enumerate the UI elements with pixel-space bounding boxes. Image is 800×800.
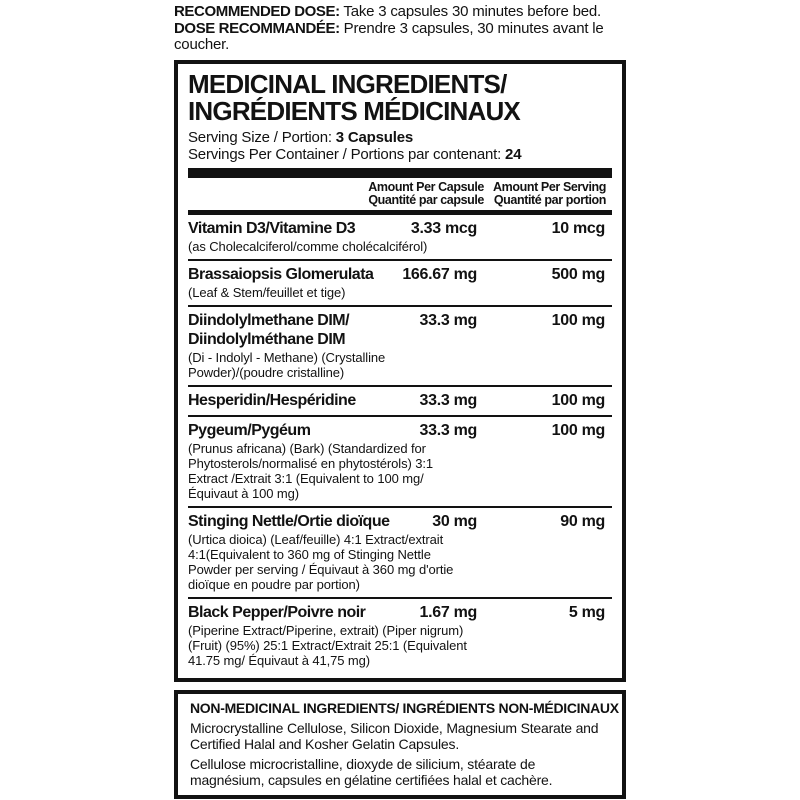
dose-label-en: RECOMMENDED DOSE:	[174, 3, 340, 20]
amount-per-serving: 90 mg	[560, 512, 605, 530]
servings-per-container-value: 24	[505, 145, 522, 163]
panel-title	[188, 68, 612, 126]
servings-per-container-label: Servings Per Container / Portions par contenant:	[188, 145, 506, 163]
amount-per-serving: 100 mg	[551, 391, 605, 409]
ingredient-detail: (Prunus africana) (Bark) (Standardized for Phytosterols/normalisé en phytostérols) 3:1 Extract /Extrait 3:1 (Equivalent to 100 mg/Équivaut à 100 mg)	[188, 440, 433, 501]
ingredients-rows	[188, 215, 612, 673]
ingredient-row	[188, 599, 612, 673]
serving-size-value: 3 Capsules	[335, 128, 413, 146]
ingredient-detail: (as Cholecalciferol/comme cholécalciférol)	[188, 238, 428, 254]
non-medicinal-title: NON-MEDICINAL INGREDIENTS/ INGRÉDIENTS NON-MÉDICINAUX	[190, 699, 619, 716]
column-header-per-capsule-en: Amount Per Capsule	[368, 179, 484, 194]
amount-per-capsule: 1.67 mg	[419, 603, 477, 621]
ingredient-row-top	[188, 391, 612, 410]
serving-size-label: Serving Size / Portion:	[188, 128, 336, 146]
column-headers	[188, 178, 612, 210]
non-medicinal-text-fr: Cellulose microcristalline, dioxyde de silicium, stéarate de magnésium, capsules en gélatine certifiées halal et cachère.	[190, 755, 553, 788]
ingredient-row	[188, 261, 612, 307]
amount-per-capsule: 166.67 mg	[402, 265, 477, 283]
ingredient-row	[188, 417, 612, 508]
non-medicinal-text-en: Microcrystalline Cellulose, Silicon Dioxide, Magnesium Stearate and Certified Halal and Kosher Gelatin Capsules.	[190, 719, 599, 752]
ingredient-row-top	[188, 311, 612, 349]
serving-size-line	[188, 129, 612, 163]
amount-per-serving: 5 mg	[568, 603, 605, 621]
column-header-per-serving-en: Amount Per Serving	[493, 179, 606, 194]
amount-per-capsule: 33.3 mg	[419, 311, 477, 329]
dose-text-fr: Prendre 3 capsules, 30 minutes avant le coucher.	[174, 19, 604, 53]
amount-per-capsule: 30 mg	[432, 512, 477, 530]
ingredient-row	[188, 307, 612, 387]
non-medicinal-panel	[174, 690, 626, 799]
divider-bar-thick	[188, 168, 612, 178]
ingredient-name: Stinging Nettle/Ortie dioïque	[188, 512, 390, 530]
amount-per-serving: 100 mg	[551, 421, 605, 439]
ingredient-detail: (Di - Indolyl - Methane) (Crystalline Powder)/(poudre cristalline)	[188, 349, 386, 380]
ingredient-name: Vitamin D3/Vitamine D3	[188, 219, 356, 237]
ingredient-row-top	[188, 421, 612, 440]
ingredient-row-top	[188, 265, 612, 284]
column-header-per-capsule-fr: Quantité par capsule	[368, 193, 484, 207]
column-header-per-capsule	[368, 181, 484, 208]
amount-per-serving: 10 mcg	[551, 219, 605, 237]
panel-title-fr: INGRÉDIENTS MÉDICINAUX	[188, 96, 520, 126]
ingredient-name: Black Pepper/Poivre noir	[188, 603, 366, 621]
ingredient-name: Brassaiopsis Glomerulata	[188, 265, 374, 283]
column-header-per-serving-fr: Quantité par portion	[493, 193, 606, 207]
ingredient-row-top	[188, 512, 612, 531]
dose-statement	[174, 4, 626, 54]
ingredient-row-top	[188, 219, 612, 238]
column-header-per-serving	[484, 181, 612, 208]
ingredient-row	[188, 387, 612, 417]
amount-per-capsule: 33.3 mg	[419, 421, 477, 439]
ingredient-detail: (Urtica dioica) (Leaf/feuille) 4:1 Extract/extrait 4:1(Equivalent to 360 mg of Stinging Nettle Powder per serving / Équivaut à 360 mg d'ortie dioïque en poudre par portion)	[188, 531, 454, 592]
ingredient-row	[188, 215, 612, 261]
medicinal-ingredients-panel	[174, 60, 626, 682]
ingredient-detail: (Leaf & Stem/feuillet et tige)	[188, 284, 346, 300]
amount-per-capsule: 3.33 mcg	[410, 219, 477, 237]
amount-per-capsule: 33.3 mg	[419, 391, 477, 409]
ingredient-row	[188, 508, 612, 599]
ingredient-name: Pygeum/Pygéum	[188, 421, 311, 439]
ingredient-name: Diindolylmethane DIM/ Diindolylméthane DIM	[188, 311, 350, 348]
ingredient-detail: (Piperine Extract/Piperine, extrait) (Piper nigrum) (Fruit) (95%) 25:1 Extract/Extrait 25:1 (Equivalent 41.75 mg/ Équivaut à 41,75 mg)	[188, 622, 467, 668]
ingredient-row-top	[188, 603, 612, 622]
dose-text-en: Take 3 capsules 30 minutes before bed.	[339, 3, 601, 20]
amount-per-serving: 100 mg	[551, 311, 605, 329]
dose-label-fr: DOSE RECOMMANDÉE:	[174, 19, 340, 37]
panel-title-en: MEDICINAL INGREDIENTS/	[188, 68, 507, 99]
ingredient-name: Hesperidin/Hespéridine	[188, 391, 356, 409]
label-column	[174, 0, 626, 799]
amount-per-serving: 500 mg	[551, 265, 605, 283]
